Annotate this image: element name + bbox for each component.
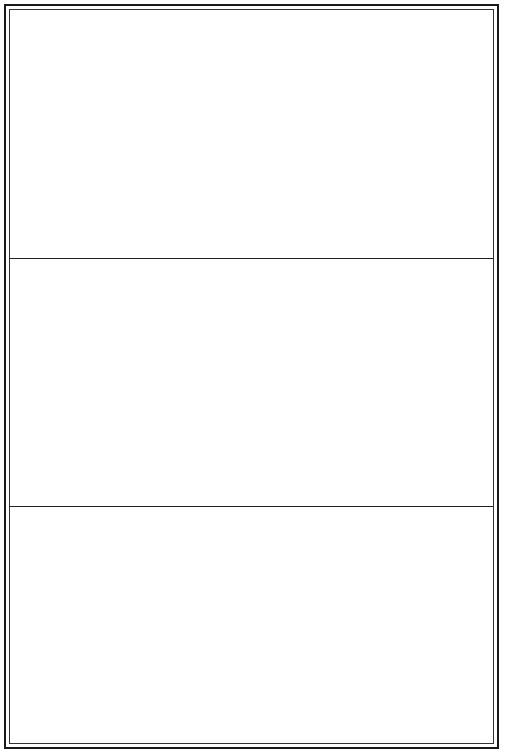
text-column — [60, 513, 102, 743]
text-column — [188, 265, 230, 500]
text-column — [145, 16, 187, 252]
text-column — [230, 265, 272, 500]
text-column — [18, 265, 60, 500]
text-column — [103, 16, 145, 252]
text-column — [358, 265, 400, 500]
text-column — [273, 513, 315, 743]
text-column — [230, 513, 272, 743]
page-frame — [4, 4, 499, 749]
text-column — [273, 16, 315, 252]
text-column — [18, 513, 60, 743]
text-column — [400, 513, 442, 743]
text-column — [315, 265, 357, 500]
text-column — [188, 16, 230, 252]
text-column — [60, 16, 102, 252]
text-column — [443, 265, 485, 500]
text-column — [188, 513, 230, 743]
text-column — [400, 265, 442, 500]
text-column — [358, 513, 400, 743]
register-bottom — [10, 506, 493, 749]
text-column — [315, 513, 357, 743]
text-column — [103, 513, 145, 743]
text-column — [103, 265, 145, 500]
column-group — [18, 16, 485, 252]
text-column — [358, 16, 400, 252]
text-column — [443, 513, 485, 743]
text-column — [315, 16, 357, 252]
register-middle — [10, 258, 493, 506]
register-top — [10, 10, 493, 258]
text-column — [60, 265, 102, 500]
text-column — [145, 265, 187, 500]
text-column — [230, 16, 272, 252]
text-column — [443, 16, 485, 252]
text-column — [145, 513, 187, 743]
text-column — [400, 16, 442, 252]
column-group — [18, 513, 485, 743]
text-column — [273, 265, 315, 500]
column-group — [18, 265, 485, 500]
inner-frame — [9, 9, 494, 744]
text-column — [18, 16, 60, 252]
